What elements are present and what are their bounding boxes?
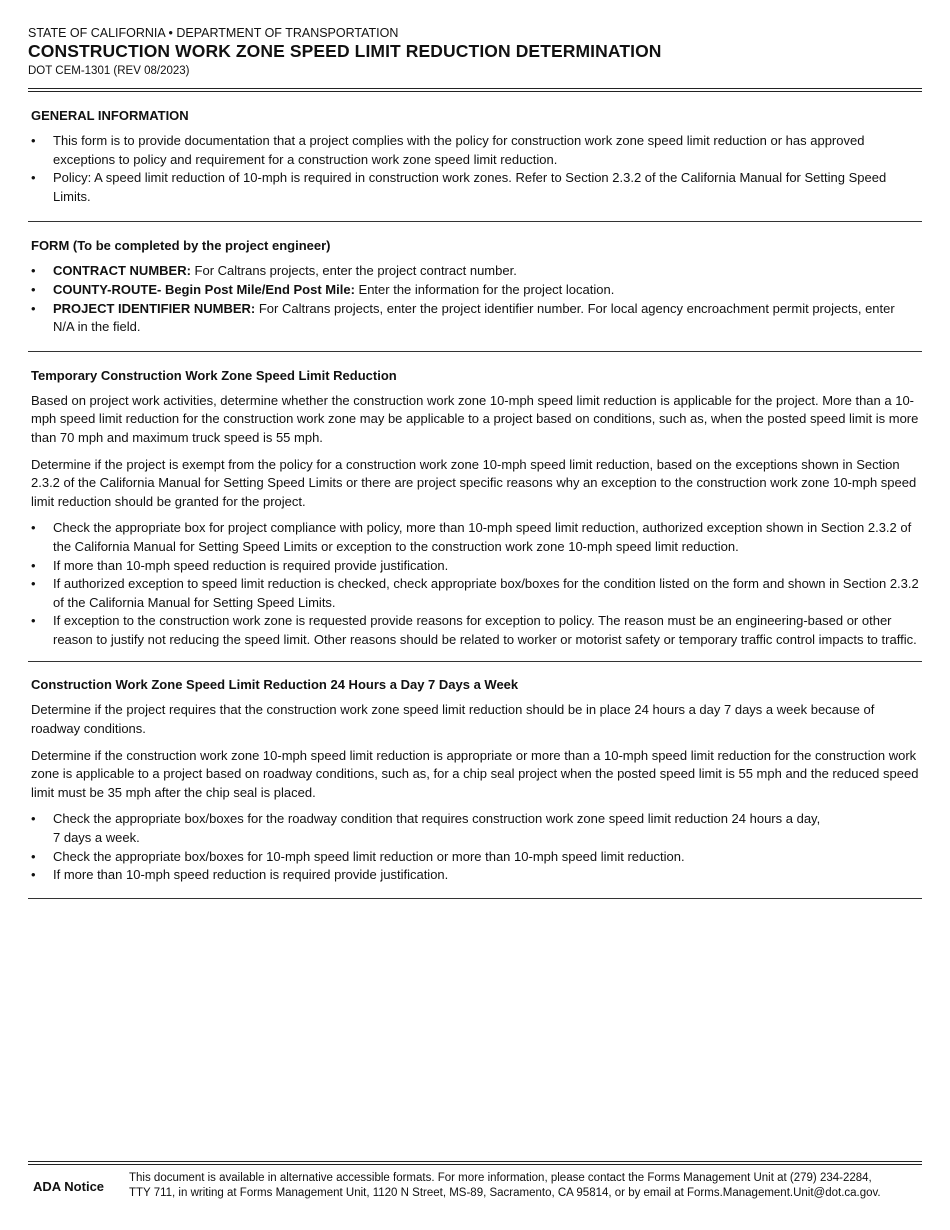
form-title: CONSTRUCTION WORK ZONE SPEED LIMIT REDUCTION DETERMINATION	[28, 41, 662, 61]
ada-footer	[28, 1161, 922, 1201]
list-item: • Check the appropriate box/boxes for 10-mph speed limit reduction or more than 10-mph speed limit reduction.	[31, 848, 685, 864]
section-heading: FORM (To be completed by the project engineer)	[31, 238, 331, 254]
list-item: • CONTRACT NUMBER: For Caltrans projects, enter the project contract number.	[31, 263, 517, 279]
section-heading: GENERAL INFORMATION	[31, 108, 189, 123]
paragraph: Determine if the project requires that the construction work zone speed limit reduction should be in place 24 hours a day 7 days a week because of roadway conditions.	[31, 702, 875, 737]
form-instructions-section	[28, 222, 922, 350]
list-item: • PROJECT IDENTIFIER NUMBER: For Caltrans projects, enter the project identifier number. For local agency encroachment permit projects, enter N/A in the field.	[31, 300, 895, 335]
general-information-section	[28, 92, 922, 221]
list-item: • This form is to provide documentation that a project complies with the policy for construction work zone speed limit reduction or has approved exceptions to policy and requirement for a construction work zone speed limit reduction.	[31, 133, 865, 167]
list-item: • Policy: A speed limit reduction of 10-mph is required in construction work zones. Refer to Section 2.3.2 of the California Manual for Setting Speed Limits.	[31, 170, 887, 204]
agency-line: STATE OF CALIFORNIA • DEPARTMENT OF TRANSPORTATION	[28, 26, 399, 40]
form-page	[28, 26, 922, 899]
list-item: • If exception to the construction work zone is requested provide reasons for exception to policy. The reason must be an engineering-based or other reason to justify not reducing the speed limit. Other reasons should be related to worker or motorist safety or temporary traffic control impacts to traffic.	[31, 613, 917, 647]
ada-text: This document is available in alternative accessible formats. For more information, please contact the Forms Management Unit at (279) 234-2284, TTY 711, in writing at Forms Management Unit, 1120 N Street, MS-89, Sacramento, CA 95814, or by email at Forms.Management.Unit@dot.ca.gov.	[129, 1172, 881, 1199]
list-item: • If more than 10-mph speed reduction is required provide justification.	[31, 557, 449, 573]
bullet-list	[31, 262, 919, 336]
bullet-list	[31, 132, 919, 206]
around-clock-section	[28, 662, 922, 897]
bullet-list	[31, 519, 919, 649]
list-item: • If more than 10-mph speed reduction is required provide justification.	[31, 867, 449, 883]
list-item: • COUNTY-ROUTE- Begin Post Mile/End Post Mile: Enter the information for the project location.	[31, 281, 615, 297]
paragraph: Determine if the project is exempt from the policy for a construction work zone 10-mph speed limit reduction, based on the exceptions shown in Section 2.3.2 of the California Manual for Setting Speed Limits or there are project specific reasons why an exception to the construction work zone 10-mph speed limit reduction should be granted for the project.	[31, 456, 917, 509]
temporary-reduction-section	[28, 352, 922, 662]
bullet-list	[31, 810, 919, 884]
list-item: • Check the appropriate box/boxes for the roadway condition that requires construction work zone speed limit reduction 24 hours a day, 7 days a week.	[31, 811, 821, 846]
section-divider	[28, 898, 922, 899]
ada-label: ADA Notice	[33, 1178, 105, 1194]
form-number: DOT CEM-1301 (REV 08/2023)	[28, 65, 190, 77]
section-heading: Construction Work Zone Speed Limit Reduction 24 Hours a Day 7 Days a Week	[31, 677, 519, 693]
list-item: • Check the appropriate box for project compliance with policy, more than 10-mph speed limit reduction, authorized exception shown in Section 2.3.2 of the California Manual for Setting Speed Limits or exception to the construction work zone 10-mph speed limit reduction.	[31, 520, 912, 554]
paragraph: Based on project work activities, determine whether the construction work zone 10-mph speed limit reduction is applicable for the project. More than a 10-mph speed limit reduction for the construction work zone may be applicable to a project based on conditions, such as, when the posted speed limit is more than 70 mph and maximum truck speed is 55 mph.	[31, 392, 919, 445]
list-item: • If authorized exception to speed limit reduction is checked, check appropriate box/boxes for the condition listed on the form and shown in Section 2.3.2 of the California Manual for Setting Speed Limits.	[31, 576, 919, 610]
ada-notice	[28, 1165, 922, 1201]
section-heading: Temporary Construction Work Zone Speed Limit Reduction	[31, 367, 397, 383]
paragraph: Determine if the construction work zone 10-mph speed limit reduction is appropriate or more than a 10-mph speed limit reduction for the construction work zone is applicable to a project based on roadway conditions, such as, for a chip seal project when the posted speed limit is 55 mph and the reduced speed limit must be 35 mph after the chip seal is placed.	[31, 747, 919, 800]
